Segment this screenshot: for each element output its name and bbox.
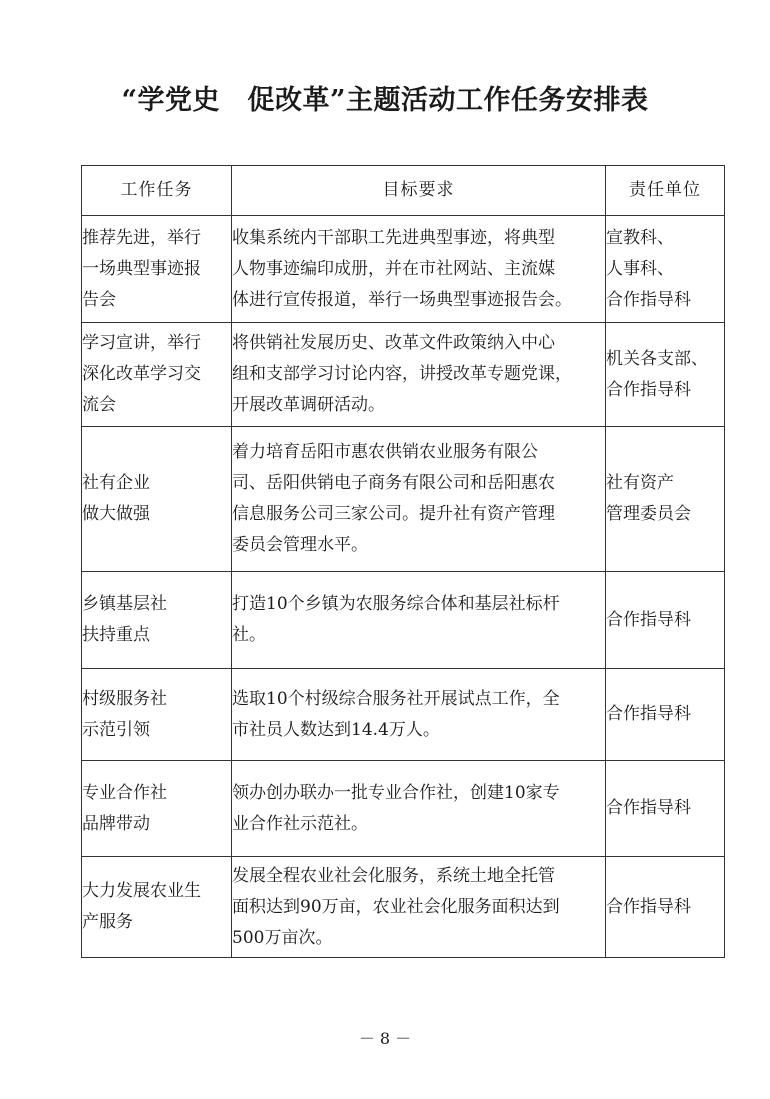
task-cell (82, 761, 232, 857)
table-row (82, 572, 725, 669)
table-row (82, 427, 725, 572)
cell-line: 大力发展农业生 (82, 881, 201, 901)
cell-line: 告会 (82, 289, 116, 310)
page-number: － 8 － (358, 1029, 412, 1048)
cell-line: 选取10个村级综合服务社开展试点工作，全 (232, 688, 560, 709)
cell-line: 流会 (82, 395, 116, 415)
unit-cell (606, 857, 725, 958)
cell-line: 管理委员会 (606, 504, 691, 524)
cell-line: 合作指导科 (606, 609, 691, 630)
cell-line: 组和支部学习讨论内容，讲授改革专题党课， (232, 364, 572, 384)
task-cell (82, 857, 232, 958)
cell-line: 司、岳阳供销电子商务有限公司和岳阳惠农 (232, 473, 555, 493)
unit-cell (606, 761, 725, 857)
task-cell (82, 323, 232, 427)
unit-cell (606, 323, 725, 427)
cell-line: 体进行宣传报道，举行一场典型事迹报告会。 (232, 289, 572, 310)
cell-line: 领办创办联办一批专业合作社，创建10家专 (232, 782, 560, 803)
req-cell (232, 857, 606, 958)
table-row (82, 216, 725, 323)
cell-line: 合作指导科 (606, 379, 691, 400)
cell-line: 村级服务社 (82, 688, 167, 709)
cell-line: 扶持重点 (82, 625, 150, 645)
cell-line: 信息服务公司三家公司。提升社有资产管理 (232, 504, 555, 524)
task-cell (82, 572, 232, 669)
cell-line: 机关各支部、 (606, 348, 708, 369)
cell-line: 社有资产 (606, 473, 674, 493)
cell-line: 开展改革调研活动。 (232, 395, 385, 415)
cell-line: 推荐先进，举行 (82, 227, 201, 248)
page-title: “学党史 促改革”主题活动工作任务安排表 (121, 85, 649, 116)
cell-line: 社。 (232, 625, 266, 645)
table-row (82, 761, 725, 857)
req-cell (232, 216, 606, 323)
cell-line: 人事科、 (606, 258, 674, 279)
unit-cell (606, 427, 725, 572)
cell-line: 发展全程农业社会化服务，系统土地全托管 (232, 865, 555, 886)
cell-line: 社有企业 (82, 473, 150, 493)
cell-line: 产服务 (82, 912, 133, 932)
cell-line: 品牌带动 (82, 813, 150, 834)
header-requirement: 目标要求 (232, 166, 606, 216)
req-cell (232, 572, 606, 669)
cell-line: 深化改革学习交 (82, 364, 201, 384)
header-unit: 责任单位 (606, 166, 725, 216)
req-cell (232, 761, 606, 857)
cell-line: 宣教科、 (606, 227, 674, 248)
cell-line: 示范引领 (82, 719, 150, 740)
task-cell (82, 669, 232, 761)
header-task: 工作任务 (82, 166, 232, 216)
cell-line: 500万亩次。 (232, 927, 333, 948)
cell-line: 打造10个乡镇为农服务综合体和基层社标杆 (232, 594, 560, 614)
task-cell (82, 216, 232, 323)
cell-line: 乡镇基层社 (82, 594, 167, 614)
table-row (82, 857, 725, 958)
cell-line: 学习宣讲，举行 (82, 333, 201, 353)
cell-line: 将供销社发展历史、改革文件政策纳入中心 (232, 333, 555, 353)
cell-line: 一场典型事迹报 (82, 258, 201, 279)
cell-line: 业合作社示范社。 (232, 813, 368, 834)
cell-line: 面积达到90万亩，农业社会化服务面积达到 (232, 896, 560, 917)
cell-line: 合作指导科 (606, 798, 691, 818)
req-cell (232, 323, 606, 427)
task-cell (82, 427, 232, 572)
cell-line: 合作指导科 (606, 896, 691, 917)
cell-line: 市社员人数达到14.4万人。 (232, 719, 440, 740)
table-header-row (82, 166, 725, 216)
cell-line: 收集系统内干部职工先进典型事迹，将典型 (232, 227, 555, 248)
cell-line: 人物事迹编印成册，并在市社网站、主流媒 (232, 258, 555, 279)
unit-cell (606, 669, 725, 761)
unit-cell (606, 572, 725, 669)
cell-line: 委员会管理水平。 (232, 535, 368, 555)
cell-line: 合作指导科 (606, 704, 691, 724)
table-row (82, 669, 725, 761)
task-table (81, 165, 725, 958)
unit-cell (606, 216, 725, 323)
req-cell (232, 427, 606, 572)
cell-line: 着力培育岳阳市惠农供销农业服务有限公 (232, 442, 538, 462)
req-cell (232, 669, 606, 761)
cell-line: 做大做强 (82, 504, 150, 524)
table-body (82, 216, 725, 958)
table-row (82, 323, 725, 427)
cell-line: 合作指导科 (606, 289, 691, 310)
cell-line: 专业合作社 (82, 782, 167, 803)
